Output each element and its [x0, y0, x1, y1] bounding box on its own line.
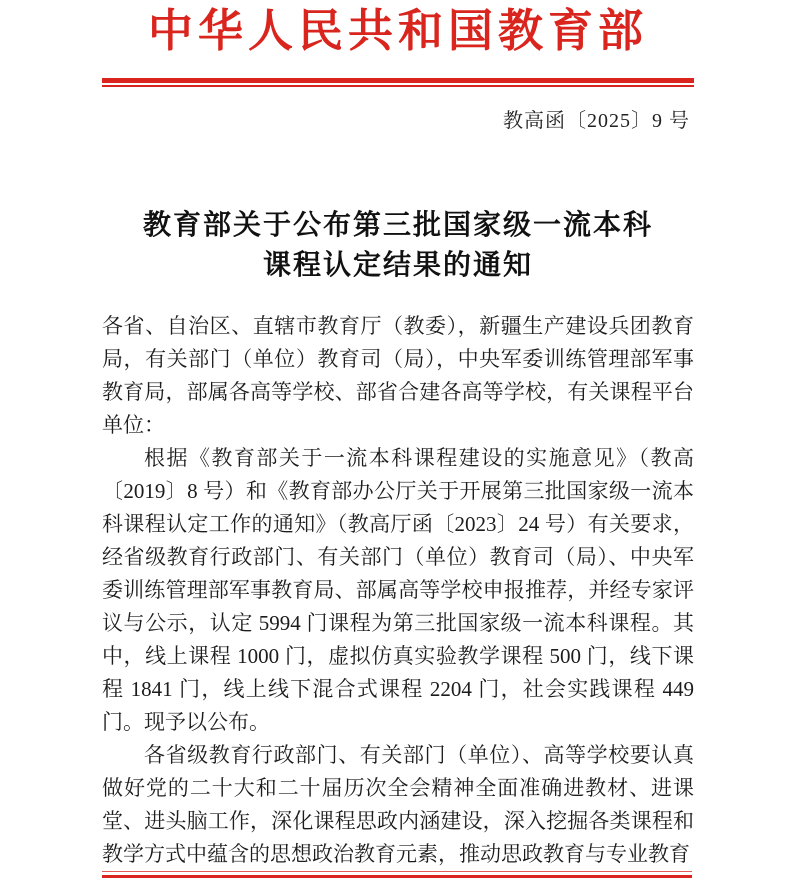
footer-rule-thin-line — [102, 871, 692, 872]
agency-masthead: 中华人民共和国教育部 — [147, 6, 648, 56]
page-title-line1: 教育部关于公布第三批国家级一流本科 — [142, 210, 653, 241]
salutation-paragraph: 各省、自治区、直辖市教育厅（教委），新疆生产建设兵团教育局，有关部门（单位）教育司（局），中央军委训练管理部军事教育局，部属各高等学校、部省合建各高等学校，有关课程平台单位： — [102, 314, 694, 437]
requirements-paragraph: 各省级教育行政部门、有关部门（单位）、高等学校要认真做好党的二十大和二十届历次全会精神全面准确进教材、进课堂、进头脑工作，深化课程思政内涵建设，深入挖掘各类课程和教学方式中蕴含的思想政治教育元素，推动思政教育与专业教育 — [102, 743, 694, 866]
announcement-paragraph: 根据《教育部关于一流本科课程建设的实施意见》（教高〔2019〕8 号）和《教育部办公厅关于开展第三批国家级一流本科课程认定工作的通知》（教高厅函〔2023〕24 号）有关要求，经省级教育行政部门、有关部门（单位）教育司（局）、中央军委训练管理部军事教育局、部属高等学校申报推荐，并经专家评议与公示，认定 5994 门课程为第三批国家级一流本科课程。其中，线上课程 1000 门，虚拟仿真实验教学课程 500 门，线下课程 1841 门，线上线下混合式课程 2204 门，社会实践课程 449 门。现予以公布。 — [102, 446, 694, 734]
page-title — [0, 206, 796, 286]
footer-rule-thick-line — [102, 875, 692, 878]
doc-number: 教高函〔2025〕9 号 — [503, 110, 690, 132]
page-title-line2: 课程认定结果的通知 — [262, 250, 533, 281]
header-double-rule — [102, 78, 694, 87]
header-rule-thin-line — [102, 85, 694, 87]
footer-double-rule — [102, 871, 692, 878]
header-rule-thick-line — [102, 78, 694, 83]
doc-body — [102, 310, 694, 868]
